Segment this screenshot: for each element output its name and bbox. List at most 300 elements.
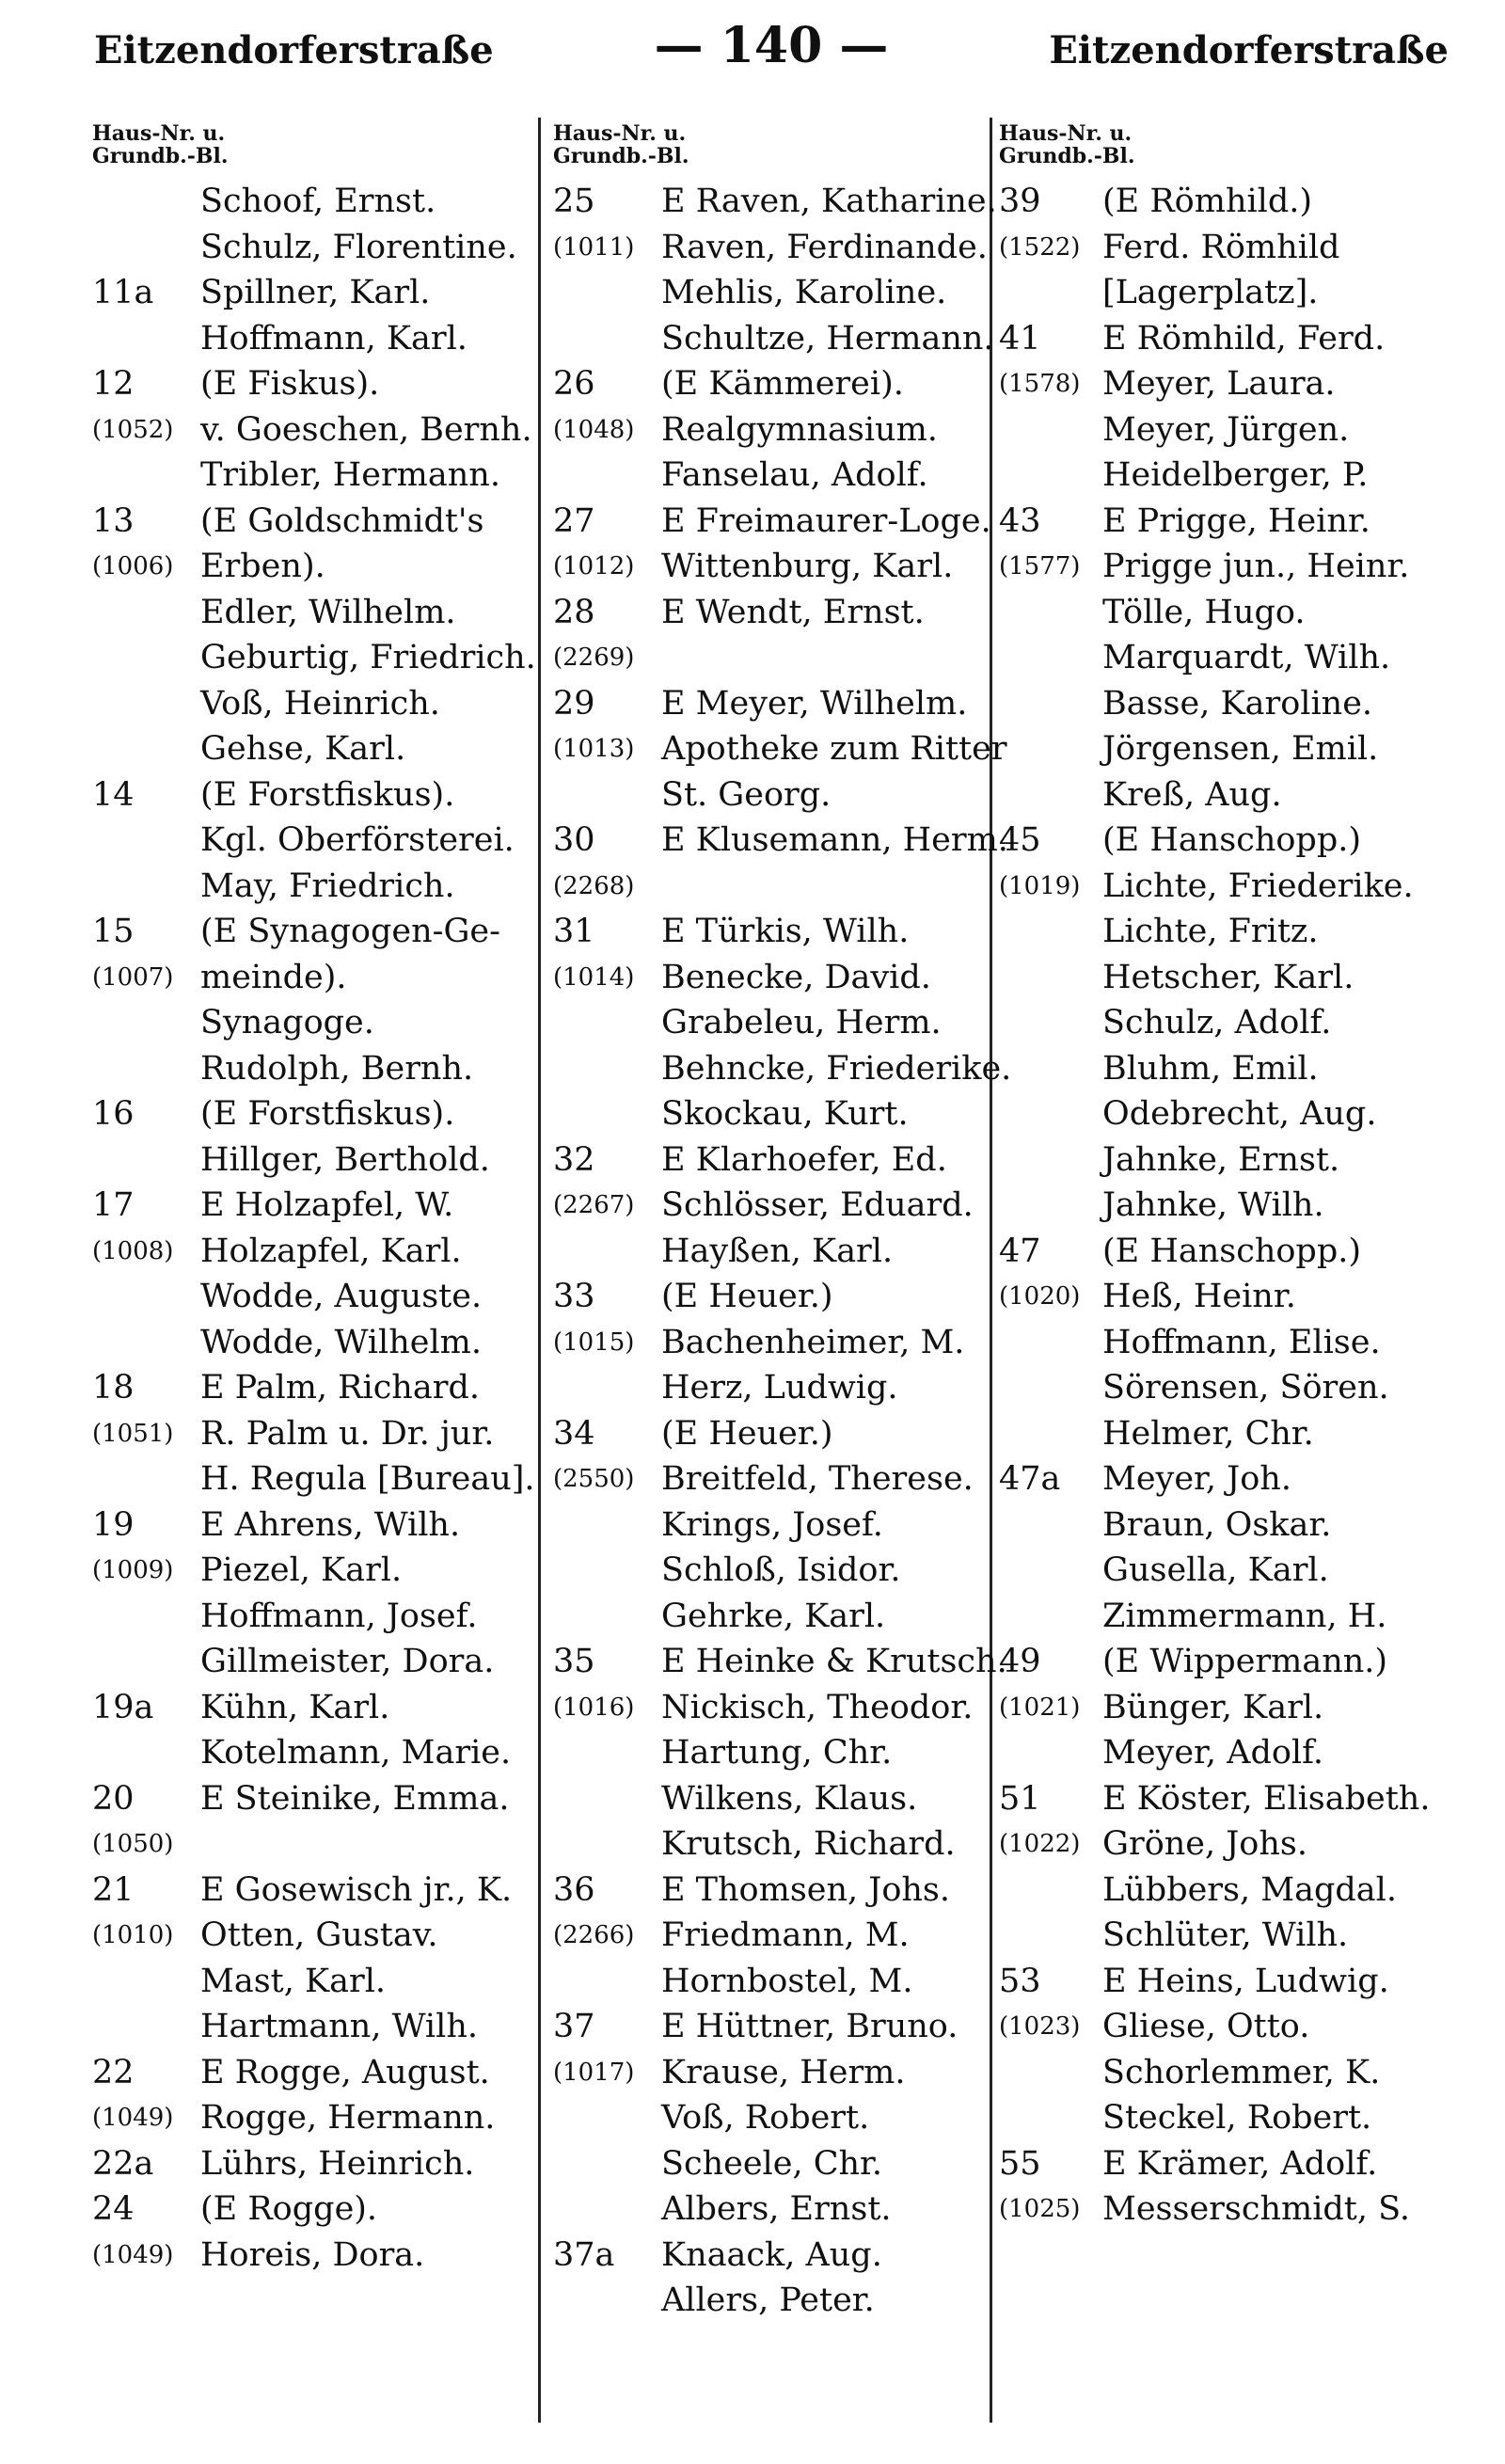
directory-entry [999, 544, 1488, 590]
resident-name: Bünger, Karl. [1102, 1688, 1324, 1726]
directory-entry [999, 316, 1488, 362]
directory-entry [999, 818, 1488, 864]
directory-entry [92, 772, 534, 819]
page-number: — 140 — [654, 17, 889, 74]
resident-name: Bachenheimer, M. [661, 1323, 965, 1361]
directory-entry [999, 1594, 1488, 1640]
directory-entry [92, 1868, 534, 1914]
directory-entry [553, 316, 994, 362]
directory-entry [92, 681, 534, 727]
resident-name: (E Forstfiskus). [200, 775, 455, 814]
grundbuch-number: (1049) [92, 2240, 174, 2269]
resident-name: Schulz, Adolf. [1102, 1004, 1332, 1041]
directory-entry [999, 2050, 1488, 2096]
directory-entry [999, 2141, 1488, 2187]
resident-name: Lichte, Friederike. [1102, 866, 1414, 905]
directory-entry [999, 1365, 1488, 1411]
grundbuch-number: (1013) [553, 735, 635, 763]
directory-entry [999, 1456, 1488, 1502]
directory-entry [999, 1868, 1488, 1914]
directory-entry [553, 1776, 986, 1822]
directory-entry [999, 453, 1488, 499]
directory-entry [553, 2004, 986, 2050]
directory-entry [92, 864, 534, 910]
grundbuch-number: (1578) [999, 370, 1081, 398]
grundbuch-number: (1011) [553, 232, 635, 262]
resident-name: Basse, Karoline. [1102, 684, 1373, 723]
house-number: 17 [92, 1186, 135, 1224]
column-divider [538, 118, 541, 2423]
directory-entry [999, 2186, 1488, 2233]
directory-entry [553, 1365, 986, 1411]
house-number: 16 [92, 1095, 135, 1133]
directory-entry [999, 1046, 1488, 1092]
house-number: 47 [999, 1232, 1041, 1270]
directory-entry [999, 407, 1488, 453]
directory-entry [999, 1639, 1488, 1685]
directory-entry [92, 1594, 534, 1640]
resident-name: St. Georg. [661, 775, 832, 814]
resident-name: Bluhm, Emil. [1102, 1049, 1319, 1088]
resident-name: (E Heuer.) [661, 1414, 833, 1453]
directory-entry [92, 1639, 534, 1685]
directory-entry [92, 2004, 534, 2050]
directory-entry [553, 1639, 1007, 1685]
directory-entry [92, 316, 534, 362]
grundbuch-number: (1010) [92, 1921, 174, 1949]
resident-name: (E Goldschmidt's [200, 501, 484, 540]
directory-entry [553, 1594, 986, 1640]
directory-entry [553, 2141, 986, 2187]
directory-entry [999, 1548, 1488, 1594]
resident-name: Mast, Karl. [200, 1962, 387, 2000]
directory-entry [553, 864, 986, 910]
house-number: 28 [553, 593, 595, 631]
resident-name: Jahnke, Ernst. [1102, 1140, 1340, 1179]
directory-entry [999, 499, 1488, 545]
directory-entry [999, 1959, 1488, 2005]
house-number: 25 [553, 183, 595, 220]
column-3 [999, 122, 1488, 2233]
directory-entry [553, 590, 986, 636]
resident-name: Schultze, Hermann. [661, 319, 994, 358]
directory-entry [553, 1730, 986, 1776]
resident-name: Scheele, Chr. [661, 2144, 883, 2183]
resident-name: Edler, Wilhelm. [200, 593, 456, 631]
grundbuch-number: (2550) [553, 1465, 635, 1493]
directory-entry [999, 270, 1488, 316]
house-number: 36 [553, 1870, 595, 1909]
directory-entry [999, 361, 1488, 407]
resident-name: (E Wippermann.) [1102, 1643, 1388, 1680]
house-number: 27 [553, 501, 595, 540]
grundbuch-number: (2269) [553, 644, 635, 672]
directory-entry [553, 2186, 986, 2233]
house-number: 51 [999, 1779, 1041, 1818]
resident-name: Lübbers, Magdal. [1102, 1870, 1397, 1909]
house-number: 35 [553, 1643, 595, 1680]
directory-entry [92, 361, 534, 407]
grundbuch-number: (1577) [999, 552, 1081, 580]
directory-entry [999, 1274, 1488, 1320]
column-1 [92, 122, 534, 2278]
resident-name: E Ahrens, Wilh. [200, 1505, 461, 1544]
directory-entry [92, 544, 534, 590]
resident-name: E Köster, Elisabeth. [1102, 1779, 1431, 1818]
directory-entry [92, 2233, 534, 2279]
directory-entry [999, 1776, 1488, 1822]
resident-name: meinde). [200, 958, 347, 996]
directory-entry [92, 499, 534, 545]
resident-name: Schoof, Ernst. [200, 183, 436, 220]
resident-name: Hayßen, Karl. [661, 1232, 894, 1270]
resident-name: Jörgensen, Emil. [1102, 730, 1379, 768]
resident-name: E Holzapfel, W. [200, 1186, 454, 1224]
directory-entry [553, 1320, 986, 1366]
resident-name: (E Rogge). [200, 2190, 378, 2228]
directory-entry [553, 1959, 986, 2005]
resident-name: Holzapfel, Karl. [200, 1232, 462, 1270]
house-number: 19 [92, 1505, 135, 1544]
directory-entry [92, 179, 534, 225]
resident-name: Gliese, Otto. [1102, 2008, 1310, 2045]
directory-entry [553, 955, 986, 1001]
resident-name: Knaack, Aug. [661, 2235, 882, 2274]
grundbuch-number: (1014) [553, 962, 635, 992]
resident-name: Gehrke, Karl. [661, 1597, 886, 1635]
column-header [92, 122, 534, 175]
resident-name: Nickisch, Theodor. [661, 1688, 974, 1726]
grundbuch-number: (1016) [553, 1693, 635, 1722]
directory-entry [999, 772, 1488, 819]
directory-entry [92, 1776, 534, 1822]
resident-name: Schlüter, Wilh. [1102, 1916, 1349, 1954]
resident-name: Prigge jun., Heinr. [1102, 548, 1410, 585]
directory-entry [999, 225, 1488, 271]
house-number: 43 [999, 501, 1041, 540]
house-number: 45 [999, 821, 1041, 859]
resident-name: Meyer, Adolf. [1102, 1734, 1323, 1772]
resident-name: Kotelmann, Marie. [200, 1734, 512, 1772]
directory-entry [999, 179, 1488, 225]
resident-name: E Raven, Katharine. [661, 183, 997, 220]
resident-name: Zimmermann, H. [1102, 1597, 1387, 1635]
grundbuch-number: (1006) [92, 552, 174, 580]
directory-entry [553, 1411, 986, 1457]
column-header-line-2: Grundb.-Bl. [92, 144, 229, 168]
grundbuch-number: (1017) [553, 2058, 635, 2087]
directory-entry [553, 772, 986, 819]
resident-name: Spillner, Karl. [200, 274, 431, 311]
grundbuch-number: (2267) [553, 1191, 635, 1219]
directory-entry [92, 2186, 534, 2233]
house-number: 33 [553, 1278, 595, 1315]
house-number: 49 [999, 1643, 1041, 1680]
directory-entry [553, 1456, 986, 1502]
directory-entry [92, 955, 534, 1001]
directory-entry [553, 407, 986, 453]
resident-name: E Heins, Ludwig. [1102, 1962, 1389, 2000]
directory-entry [92, 1183, 534, 1229]
resident-name: (E Kämmerei). [661, 365, 904, 403]
directory-entry [999, 1229, 1488, 1275]
grundbuch-number: (1019) [999, 871, 1081, 900]
resident-name: Geburtig, Friedrich. [200, 639, 536, 676]
resident-name: Jahnke, Wilh. [1102, 1186, 1324, 1224]
directory-entry [92, 407, 534, 453]
resident-name: Messerschmidt, S. [1102, 2190, 1410, 2228]
resident-name: Wittenburg, Karl. [661, 548, 954, 585]
resident-name: Gusella, Karl. [1102, 1551, 1329, 1589]
resident-name: Meyer, Laura. [1102, 365, 1336, 403]
resident-name: E Palm, Richard. [200, 1369, 480, 1407]
resident-name: Voß, Heinrich. [200, 684, 440, 723]
resident-name: Realgymnasium. [661, 410, 938, 449]
resident-name: Krause, Herm. [661, 2053, 906, 2091]
resident-name: Rudolph, Bernh. [200, 1049, 474, 1088]
directory-entry [92, 1411, 534, 1457]
directory-entry [553, 1137, 986, 1184]
directory-entry [999, 1137, 1488, 1184]
house-number: 41 [999, 319, 1041, 358]
directory-entry [553, 1502, 986, 1549]
resident-name: (E Heuer.) [661, 1278, 833, 1315]
resident-name: Wilkens, Klaus. [661, 1779, 918, 1818]
column-header-line-2: Grundb.-Bl. [553, 144, 689, 168]
resident-name: E Prigge, Heinr. [1102, 501, 1370, 540]
house-number: 24 [92, 2190, 135, 2228]
grundbuch-number: (1048) [553, 415, 635, 444]
directory-entry [553, 1548, 986, 1594]
directory-entry [92, 1229, 534, 1275]
directory-entry [553, 1046, 1012, 1092]
directory-entry [553, 2050, 986, 2096]
resident-name: Voß, Robert. [661, 2099, 870, 2137]
directory-entry [92, 818, 534, 864]
resident-name: Mehlis, Karoline. [661, 274, 947, 311]
resident-name: Piezel, Karl. [200, 1551, 403, 1589]
directory-entry [553, 2095, 986, 2141]
header-street-left: Eitzendorferstraße [94, 28, 494, 72]
directory-entry [999, 1685, 1488, 1731]
resident-name: Meyer, Joh. [1102, 1460, 1291, 1498]
resident-name: Hoffmann, Karl. [200, 319, 467, 358]
resident-name: Hoffmann, Josef. [200, 1597, 478, 1635]
resident-name: (E Synagogen-Ge- [200, 913, 500, 950]
resident-name: E Krämer, Adolf. [1102, 2144, 1378, 2183]
column-2 [553, 121, 1012, 2324]
directory-entry [553, 225, 986, 271]
directory-entry [999, 2004, 1488, 2050]
column-rows [999, 179, 1488, 2233]
resident-name: Rogge, Hermann. [200, 2099, 496, 2137]
directory-entry [553, 1091, 986, 1137]
resident-name: Hartmann, Wilh. [200, 2008, 478, 2045]
resident-name: Erben). [200, 548, 325, 585]
directory-entry [92, 726, 534, 772]
resident-name: Lührs, Heinrich. [200, 2144, 475, 2183]
grundbuch-number: (1522) [999, 232, 1081, 262]
resident-name: Hornbostel, M. [661, 1962, 913, 2000]
directory-entry [92, 1091, 534, 1137]
directory-entry [92, 2050, 534, 2096]
directory-entry [553, 270, 986, 316]
directory-entry [999, 1913, 1488, 1959]
grundbuch-number: (1012) [553, 552, 635, 580]
resident-name: Braun, Oskar. [1102, 1505, 1332, 1544]
grundbuch-number: (1025) [999, 2195, 1081, 2223]
directory-entry [999, 1320, 1488, 1366]
directory-entry [999, 2095, 1488, 2141]
grundbuch-number: (2266) [553, 1921, 635, 1949]
directory-entry [553, 1913, 986, 1959]
grundbuch-number: (1008) [92, 1236, 174, 1265]
resident-name: Hetscher, Karl. [1102, 958, 1354, 996]
column-header-line-2: Grundb.-Bl. [999, 144, 1135, 168]
directory-entry [999, 726, 1488, 772]
column-header-line-1: Haus-Nr. u. [553, 121, 687, 146]
resident-name: Odebrecht, Aug. [1102, 1095, 1377, 1133]
resident-name: Heidelberger, P. [1102, 456, 1369, 494]
directory-entry [92, 225, 534, 271]
house-number: 19a [92, 1688, 154, 1726]
resident-name: E Thomsen, Johs. [661, 1870, 951, 1909]
resident-name: May, Friedrich. [200, 866, 455, 905]
grundbuch-number: (1052) [92, 415, 174, 444]
resident-name: (E Hanschopp.) [1102, 821, 1362, 859]
grundbuch-number: (1051) [92, 1419, 174, 1448]
house-number: 37a [553, 2235, 615, 2274]
column-header [999, 122, 1488, 175]
column-divider [990, 118, 992, 2423]
house-number: 22 [92, 2053, 135, 2091]
directory-entry [92, 1730, 534, 1776]
resident-name: Gillmeister, Dora. [200, 1643, 495, 1680]
directory-entry [92, 1137, 534, 1184]
directory-entry [999, 1821, 1488, 1868]
resident-name: Herz, Ludwig. [661, 1369, 898, 1407]
directory-entry [92, 1365, 534, 1411]
directory-entry [553, 2233, 986, 2279]
directory-entry [553, 726, 1007, 772]
resident-name: Tölle, Hugo. [1102, 593, 1306, 631]
resident-name: Wodde, Wilhelm. [200, 1323, 482, 1361]
directory-entry [553, 499, 991, 545]
directory-entry [553, 635, 986, 681]
resident-name: Wodde, Auguste. [200, 1278, 483, 1315]
resident-name: E Rogge, August. [200, 2053, 490, 2091]
resident-name: Schulz, Florentine. [200, 228, 517, 266]
directory-entry [92, 453, 534, 499]
directory-entry [553, 1000, 986, 1046]
resident-name: E Steinike, Emma. [200, 1779, 510, 1818]
grundbuch-number: (1021) [999, 1693, 1081, 1722]
house-number: 14 [92, 775, 135, 814]
directory-entry [999, 1000, 1488, 1046]
resident-name: Kgl. Oberförsterei. [200, 821, 515, 859]
resident-name: H. Regula [Bureau]. [200, 1460, 535, 1498]
resident-name: Schorlemmer, K. [1102, 2053, 1381, 2091]
resident-name: v. Goeschen, Bernh. [200, 410, 532, 449]
column-header-line-1: Haus-Nr. u. [999, 121, 1133, 146]
resident-name: (E Forstfiskus). [200, 1095, 455, 1133]
directory-entry [553, 818, 1008, 864]
resident-name: Kühn, Karl. [200, 1688, 390, 1726]
resident-name: Marquardt, Wilh. [1102, 639, 1391, 676]
house-number: 37 [553, 2008, 595, 2045]
directory-entry [999, 909, 1488, 955]
resident-name: Helmer, Chr. [1102, 1414, 1314, 1453]
column-header-line-1: Haus-Nr. u. [92, 121, 226, 146]
directory-entry [92, 1821, 534, 1868]
grundbuch-number: (2268) [553, 871, 635, 900]
directory-entry [553, 1685, 986, 1731]
directory-entry [92, 1046, 534, 1092]
directory-entry [92, 1913, 534, 1959]
house-number: 31 [553, 913, 595, 950]
resident-name: Sörensen, Sören. [1102, 1369, 1389, 1407]
directory-entry [92, 1456, 534, 1502]
directory-entry [553, 544, 986, 590]
grundbuch-number: (1007) [92, 962, 174, 992]
directory-entry [92, 590, 534, 636]
header-street-right: Eitzendorferstraße [1049, 28, 1449, 72]
house-number: 21 [92, 1870, 135, 1909]
resident-name: Hillger, Berthold. [200, 1140, 490, 1179]
directory-entry [553, 179, 997, 225]
directory-entry [92, 1502, 534, 1549]
house-number: 11a [92, 274, 154, 311]
resident-name: Albers, Ernst. [661, 2190, 892, 2228]
resident-name: Tribler, Hermann. [200, 456, 500, 494]
grundbuch-number: (1050) [92, 1830, 174, 1858]
directory-entry [999, 1411, 1488, 1457]
resident-name: R. Palm u. Dr. jur. [200, 1414, 495, 1453]
resident-name: E Hüttner, Bruno. [661, 2008, 958, 2045]
resident-name: E Meyer, Wilhelm. [661, 684, 968, 723]
resident-name: Gehse, Karl. [200, 730, 406, 768]
resident-name: Krutsch, Richard. [661, 1825, 956, 1863]
directory-entry [553, 909, 986, 955]
directory-entry [999, 1091, 1488, 1137]
directory-entry [553, 453, 986, 499]
resident-name: Benecke, David. [661, 958, 931, 996]
resident-name: E Klarhoefer, Ed. [661, 1140, 947, 1179]
grundbuch-number: (1015) [553, 1327, 635, 1357]
resident-name: E Freimaurer-Loge. [661, 501, 991, 540]
resident-name: E Heinke & Krutsch. [661, 1643, 1007, 1680]
house-number: 13 [92, 501, 135, 540]
house-number: 32 [553, 1140, 595, 1179]
resident-name: Schlösser, Eduard. [661, 1186, 974, 1224]
directory-entry [553, 1868, 986, 1914]
resident-name: Fanselau, Adolf. [661, 456, 928, 494]
resident-name: E Türkis, Wilh. [661, 913, 910, 950]
resident-name: Hoffmann, Elise. [1102, 1323, 1381, 1361]
resident-name: Apotheke zum Ritter [661, 730, 1007, 768]
resident-name: Ferd. Römhild [1102, 228, 1340, 266]
grundbuch-number: (1009) [92, 1556, 174, 1584]
directory-entry [92, 1000, 534, 1046]
directory-entry [92, 1959, 534, 2005]
directory-entry [92, 2141, 534, 2187]
house-number: 55 [999, 2144, 1041, 2183]
house-number: 47a [999, 1460, 1061, 1498]
resident-name: E Gosewisch jr., K. [200, 1870, 513, 1909]
directory-entry [999, 955, 1488, 1001]
resident-name: Schloß, Isidor. [661, 1551, 901, 1589]
directory-entry [92, 1274, 534, 1320]
